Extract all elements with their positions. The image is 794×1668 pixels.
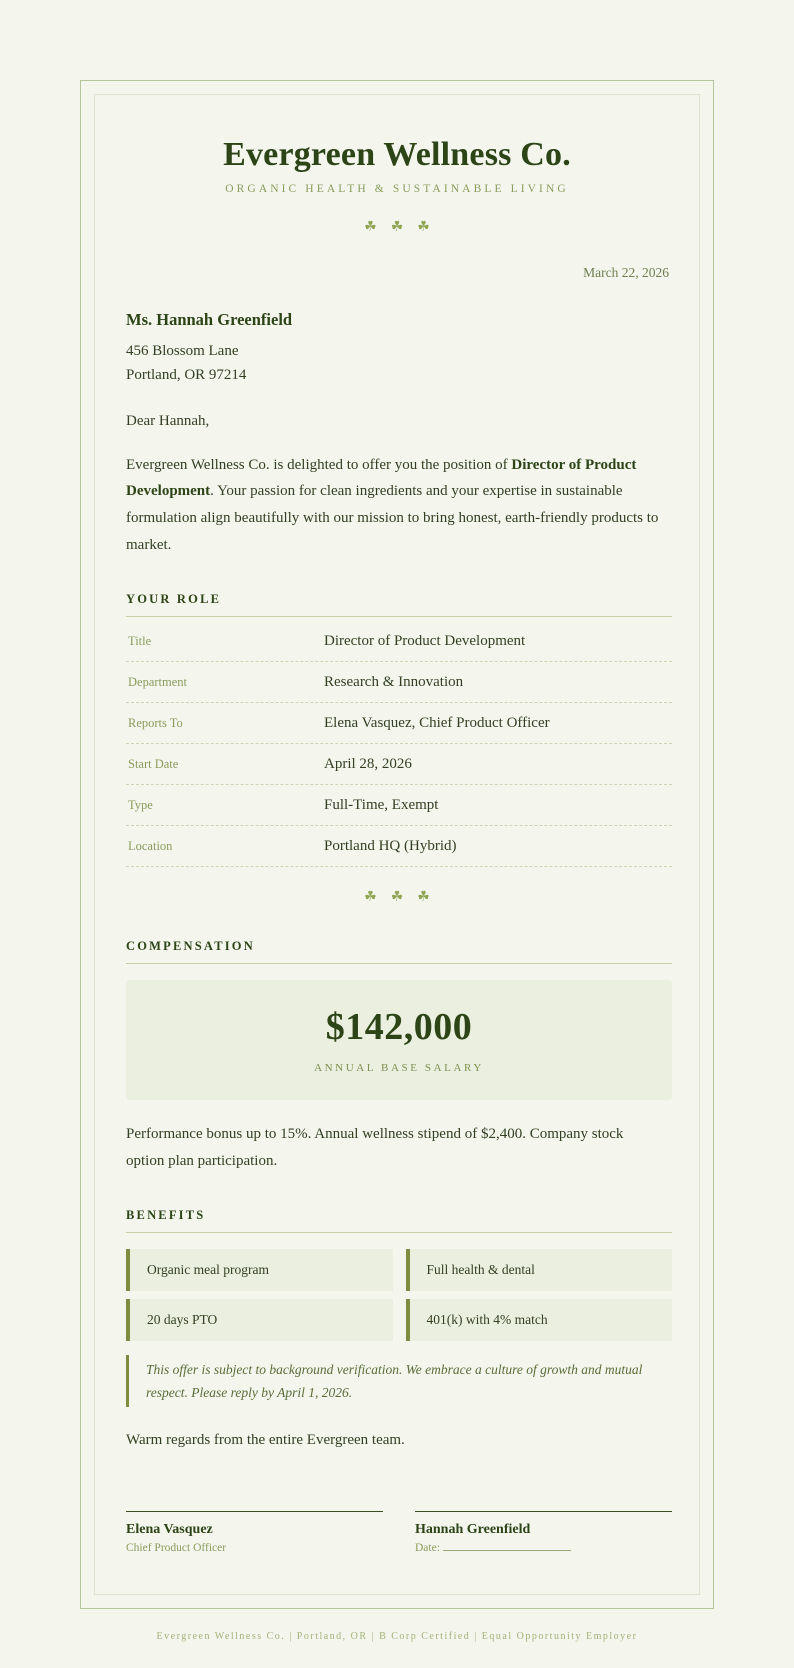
section-heading-benefits: BENEFITS <box>126 1207 206 1222</box>
salutation: Dear Hannah, <box>126 412 210 429</box>
role-value-start-date: April 28, 2026 <box>324 756 412 773</box>
letterhead <box>122 125 672 195</box>
recipient-address-line-2: Portland, OR 97214 <box>126 367 247 384</box>
shamrock-icon: ☘ <box>417 890 444 906</box>
letter-date: March 22, 2026 <box>583 265 669 281</box>
closing-line: Warm regards from the entire Evergreen team. <box>126 1432 405 1449</box>
role-value-title: Director of Product Development <box>324 633 526 650</box>
shamrock-icon: ☘ <box>364 890 391 906</box>
role-label-start-date: Start Date <box>128 757 179 772</box>
date-label: Date: <box>415 1542 440 1555</box>
role-label-reports-to: Reports To <box>128 716 183 731</box>
table-row <box>126 662 672 703</box>
list-item: Full health & dental <box>406 1249 673 1291</box>
intro-text-before: Evergreen Wellness Co. is delighted to offer you the position of <box>126 456 512 473</box>
role-value-type: Full-Time, Exempt <box>324 797 439 814</box>
offered-position: Director of Product Development <box>126 456 637 500</box>
signature-block-employer <box>126 1511 383 1554</box>
role-details-table <box>126 621 672 867</box>
letter-outer-frame <box>80 80 714 1609</box>
role-value-location: Portland HQ (Hybrid) <box>324 838 457 855</box>
company-name: Evergreen Wellness Co. <box>223 136 571 173</box>
salary-caption: ANNUAL BASE SALARY <box>314 1062 484 1075</box>
signature-role-employer: Chief Product Officer <box>126 1542 227 1555</box>
section-rule-benefits <box>126 1232 672 1233</box>
table-row <box>126 703 672 744</box>
role-label-department: Department <box>128 675 188 690</box>
company-tagline: ORGANIC HEALTH & SUSTAINABLE LIVING <box>225 183 569 196</box>
salary-amount: $142,000 <box>325 1006 473 1049</box>
section-rule-your-role <box>126 616 672 617</box>
shamrock-divider-middle <box>122 891 672 905</box>
role-label-type: Type <box>128 798 153 813</box>
shamrock-divider-top <box>122 221 672 235</box>
signature-name-employee: Hannah Greenfield <box>415 1522 531 1538</box>
signature-block-employee <box>415 1511 672 1554</box>
signature-line-employer[interactable] <box>126 1511 383 1512</box>
role-label-title: Title <box>128 634 152 649</box>
signature-name-employer: Elena Vasquez <box>126 1522 213 1538</box>
salary-highlight-box <box>126 980 672 1100</box>
section-heading-compensation: COMPENSATION <box>126 939 255 954</box>
benefits-grid <box>126 1249 672 1341</box>
shamrock-icon: ☘ <box>390 890 418 906</box>
list-item: Organic meal program <box>126 1249 393 1291</box>
table-row <box>126 621 672 662</box>
offer-conditions-note: This offer is subject to background verification. We embrace a culture of growth and mutual respect. Please reply by April 1, 2026. <box>126 1355 672 1407</box>
list-item: 20 days PTO <box>126 1299 393 1341</box>
role-value-department: Research & Innovation <box>324 674 464 691</box>
intro-text-after: . Your passion for clean ingredients and your expertise in sustainable formulation align beautifully with our mission to bring honest, earth-friendly products to market. <box>126 483 659 553</box>
table-row <box>126 826 672 867</box>
signature-date-row <box>415 1542 672 1554</box>
signature-line-employee[interactable] <box>415 1511 672 1512</box>
shamrock-icon: ☘ <box>417 220 444 236</box>
role-label-location: Location <box>128 839 173 854</box>
intro-paragraph <box>122 452 672 559</box>
compensation-note: Performance bonus up to 15%. Annual wellness stipend of $2,400. Company stock option plan participation. <box>126 1126 624 1169</box>
role-value-reports-to: Elena Vasquez, Chief Product Officer <box>324 715 550 732</box>
signature-area <box>126 1511 672 1554</box>
shamrock-icon: ☘ <box>364 220 391 236</box>
date-input-blank[interactable] <box>443 1550 571 1551</box>
section-heading-your-role: YOUR ROLE <box>126 592 222 607</box>
table-row <box>126 785 672 826</box>
list-item: 401(k) with 4% match <box>406 1299 673 1341</box>
page-footer: Evergreen Wellness Co. | Portland, OR | B Corp Certified | Equal Opportunity Employer <box>156 1631 638 1643</box>
table-row <box>126 744 672 785</box>
shamrock-icon: ☘ <box>390 220 418 236</box>
recipient-address-line-1: 456 Blossom Lane <box>126 343 239 360</box>
letter-inner-frame <box>94 94 700 1595</box>
section-rule-compensation <box>126 963 672 964</box>
recipient-block <box>122 310 672 388</box>
recipient-name: Ms. Hannah Greenfield <box>126 310 293 330</box>
